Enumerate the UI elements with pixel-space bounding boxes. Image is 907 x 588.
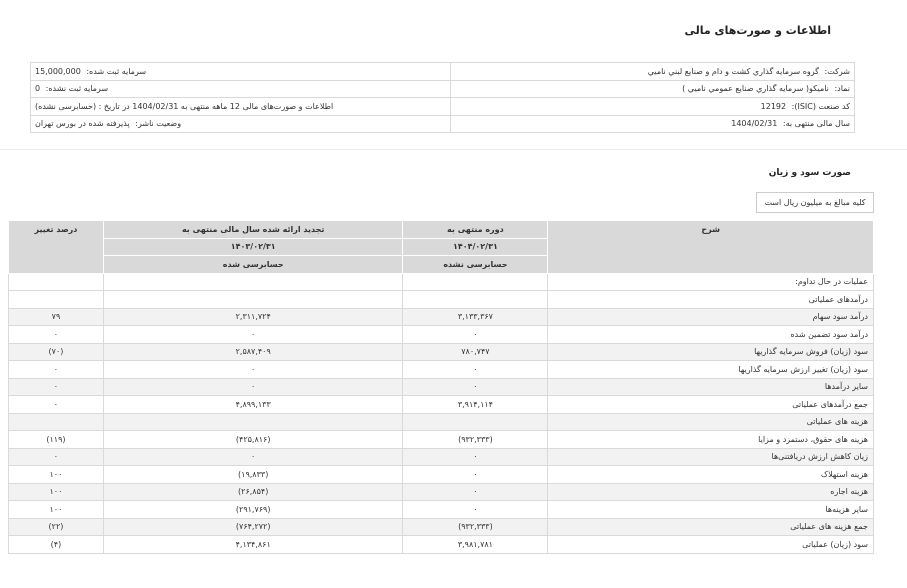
row-label: هزینه اجاره [548, 483, 874, 501]
row-previous-value [103, 413, 403, 431]
capital-value: 15,000,000 [35, 66, 81, 76]
header-row-1 [9, 221, 874, 239]
row-previous-value: (۱۹,۸۳۳) [103, 466, 403, 484]
table-row [9, 466, 874, 484]
isic-label: کد صنعت (ISIC): [791, 101, 850, 111]
row-percent-change: ۱۰۰ [9, 466, 104, 484]
row-label: سود (زیان) تغییر ارزش سرمایه گذاریها [548, 361, 874, 379]
row-label: هزینه استهلاک [548, 466, 874, 484]
company-value: گروه سرمايه گذاري كشت و دام و صنايع لبني ناميي [647, 66, 819, 76]
row-previous-value: ۴,۱۳۴,۸۶۱ [103, 536, 403, 554]
fiscal-year-value: 1404/02/31 [731, 119, 778, 129]
table-row [9, 536, 874, 554]
row-previous-value: ۰ [103, 378, 403, 396]
header-previous-period: تجدید ارائه شده سال مالی منتهی به [103, 221, 403, 239]
row-label: سایر درآمدها [548, 378, 874, 396]
table-row [9, 308, 874, 326]
table-row [9, 378, 874, 396]
row-previous-value: ۰ [103, 448, 403, 466]
row-percent-change: (۲۲) [9, 518, 104, 536]
row-previous-value: ۰ [103, 361, 403, 379]
row-previous-value: ۲,۳۱۱,۷۲۴ [103, 308, 403, 326]
table-row [9, 343, 874, 361]
header-previous-date: ۱۴۰۳/۰۲/۳۱ [103, 238, 403, 256]
row-label: سود (زیان) عملیاتی [548, 536, 874, 554]
section-title: صورت سود و زیان [768, 168, 851, 178]
row-percent-change: ۱۰۰ [9, 501, 104, 519]
page-title: اطلاعات و صورت‌های مالی [684, 24, 831, 37]
table-row [9, 326, 874, 344]
row-previous-value: ۰ [103, 326, 403, 344]
unregistered-capital-label: سرمایه ثبت نشده: [45, 84, 109, 94]
fiscal-year-label: سال مالی منتهی به: [782, 119, 850, 129]
row-previous-value [103, 273, 403, 291]
row-percent-change: ۷۹ [9, 308, 104, 326]
row-current-value: ۷۸۰,۷۴۷ [403, 343, 548, 361]
row-label: درآمد سود تضمین شده [548, 326, 874, 344]
row-percent-change: ۱۰۰ [9, 483, 104, 501]
row-label: جمع هزینه های عملیاتی [548, 518, 874, 536]
table-row [9, 291, 874, 309]
header-description: شرح [548, 221, 874, 274]
table-row [9, 483, 874, 501]
row-percent-change: (۱۱۹) [9, 431, 104, 449]
row-label: زیان کاهش ارزش دریافتنی‌ها [548, 448, 874, 466]
row-label: جمع درآمدهای عملیاتی [548, 396, 874, 414]
header-previous-audit-status: حسابرسی شده [103, 256, 403, 274]
row-percent-change: (۷۰) [9, 343, 104, 361]
row-previous-value: ۴,۸۹۹,۱۳۳ [103, 396, 403, 414]
row-current-value: ۰ [403, 326, 548, 344]
row-label: هزینه های عملیاتی [548, 413, 874, 431]
company-info-table [30, 62, 855, 133]
row-label: سایر هزینه‌ها [548, 501, 874, 519]
info-row-isic [31, 98, 855, 116]
row-percent-change: (۴) [9, 536, 104, 554]
header-percent-change: درصد تغییر [9, 221, 104, 274]
row-current-value [403, 273, 548, 291]
capital-label: سرمایه ثبت شده: [86, 66, 147, 76]
row-percent-change: ۰ [9, 361, 104, 379]
row-percent-change: ۰ [9, 326, 104, 344]
table-row [9, 361, 874, 379]
row-current-value: (۹۳۲,۳۳۳) [403, 518, 548, 536]
row-percent-change [9, 291, 104, 309]
row-current-value: ۰ [403, 378, 548, 396]
income-statement-table [8, 220, 874, 554]
table-row [9, 396, 874, 414]
row-current-value: ۰ [403, 448, 548, 466]
publisher-status-label: وضعیت ناشر: [135, 119, 182, 129]
row-label: عملیات در حال تداوم: [548, 273, 874, 291]
row-current-value: ۳,۹۸۱,۷۸۱ [403, 536, 548, 554]
row-label: درآمدهای عملیاتی [548, 291, 874, 309]
row-percent-change: ۰ [9, 448, 104, 466]
header-current-date: ۱۴۰۴/۰۲/۳۱ [403, 238, 548, 256]
table-row [9, 501, 874, 519]
table-row [9, 273, 874, 291]
row-current-value: ۳,۱۳۳,۳۶۷ [403, 308, 548, 326]
info-row-company [31, 63, 855, 81]
info-row-symbol [31, 80, 855, 98]
isic-value: 12192 [760, 101, 787, 111]
row-previous-value: (۴۲۵,۸۱۶) [103, 431, 403, 449]
info-row-fiscal-year [31, 115, 855, 133]
unit-note: کلیه مبالغ به میلیون ریال است [756, 192, 874, 213]
unregistered-capital-value: 0 [35, 84, 41, 94]
report-description: اطلاعات و صورت‌های مالی 12 ماهه منتهی به 1404/02/31 در تاریخ : (حسابرسی نشده) [35, 101, 334, 111]
row-current-value: ۰ [403, 466, 548, 484]
table-row [9, 413, 874, 431]
row-current-value: ۳,۹۱۴,۱۱۴ [403, 396, 548, 414]
table-row [9, 431, 874, 449]
row-previous-value: ۲,۵۸۷,۴۰۹ [103, 343, 403, 361]
row-current-value [403, 413, 548, 431]
header-current-period: دوره منتهی به [403, 221, 548, 239]
row-percent-change: ۰ [9, 396, 104, 414]
row-previous-value: (۷۶۴,۲۷۲) [103, 518, 403, 536]
row-current-value: ۰ [403, 361, 548, 379]
row-previous-value: (۲۹۱,۷۶۹) [103, 501, 403, 519]
header-current-audit-status: حسابرسی نشده [403, 256, 548, 274]
row-current-value [403, 291, 548, 309]
row-label: درآمد سود سهام [548, 308, 874, 326]
section-divider [0, 149, 907, 150]
row-previous-value: (۲۶,۸۵۴) [103, 483, 403, 501]
row-current-value: ۰ [403, 501, 548, 519]
table-row [9, 518, 874, 536]
row-previous-value [103, 291, 403, 309]
row-percent-change: ۰ [9, 378, 104, 396]
company-label: شرکت: [824, 66, 850, 76]
publisher-status-value: پذیرفته شده در بورس تهران [35, 119, 130, 129]
row-current-value: (۹۳۲,۳۳۳) [403, 431, 548, 449]
symbol-value: ناميکو( سرمايه گذاري صنايع عمومي ناميي ) [682, 84, 829, 94]
row-current-value: ۰ [403, 483, 548, 501]
symbol-label: نماد: [834, 84, 850, 94]
row-label: سود (زیان) فروش سرمایه گذاریها [548, 343, 874, 361]
row-percent-change [9, 413, 104, 431]
row-label: هزینه های حقوق، دستمزد و مزایا [548, 431, 874, 449]
table-row [9, 448, 874, 466]
row-percent-change [9, 273, 104, 291]
